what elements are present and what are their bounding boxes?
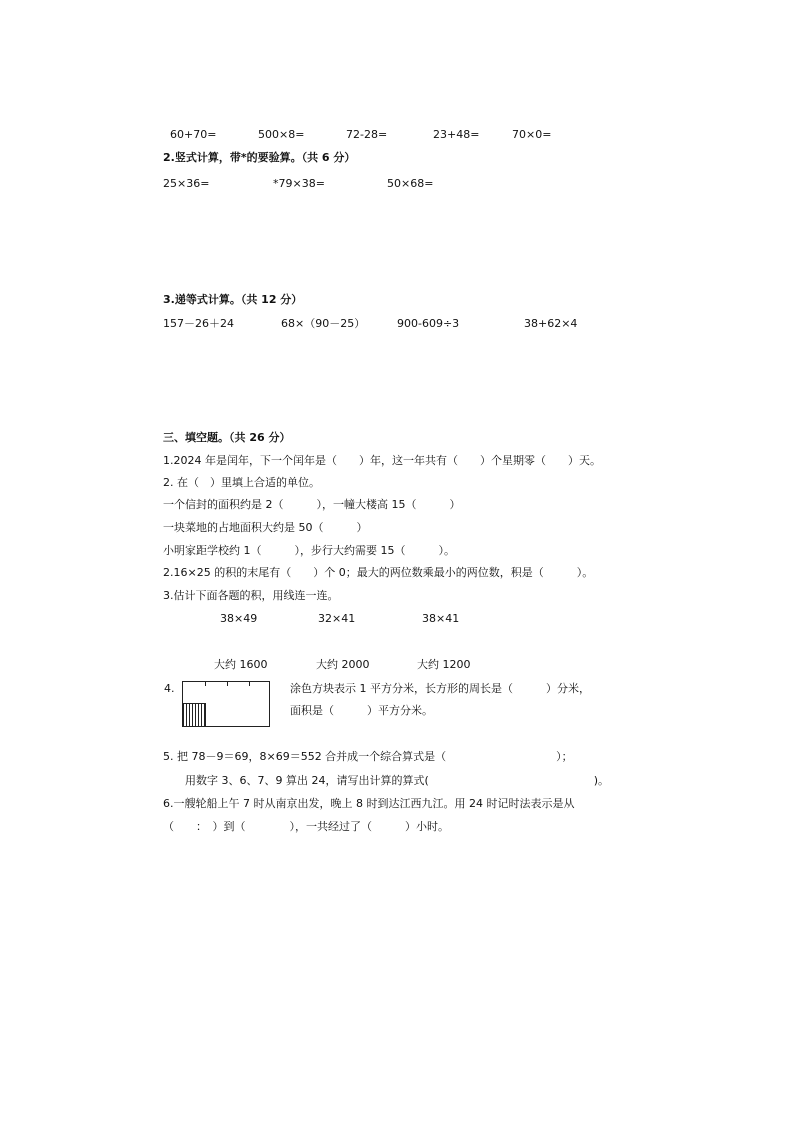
question-4b: 面积是（ ）平方分米。 — [290, 704, 433, 717]
rectangle-figure — [182, 681, 270, 727]
calc-item: *79×38= — [273, 177, 325, 190]
question-4-number: 4. — [164, 682, 175, 695]
estimate-answer: 大约 1200 — [417, 658, 471, 671]
tick-mark — [205, 682, 206, 686]
section-fill-title: 三、填空题。（共 26 分） — [163, 431, 291, 444]
section-stepwise-calc-title: 3.递等式计算。（共 12 分） — [163, 293, 303, 306]
question-6a: 6.一艘轮船上午 7 时从南京出发，晚上 8 时到达江西九江。用 24 时记时法表示是从 — [163, 797, 575, 810]
question-3: 3.估计下面各题的积，用线连一连。 — [163, 589, 339, 602]
calc-item: 68×（90－25） — [281, 317, 366, 330]
question-2b: 一块菜地的占地面积大约是 50（ ） — [163, 521, 368, 534]
estimate-expression: 38×49 — [220, 612, 258, 625]
section-vertical-calc-title: 2.竖式计算，带*的要验算。（共 6 分） — [163, 151, 356, 164]
question-2a: 一个信封的面积约是 2（ ），一幢大楼高 15（ ） — [163, 498, 461, 511]
calc-item: 25×36= — [163, 177, 210, 190]
estimate-answer: 大约 1600 — [214, 658, 268, 671]
question-6b: （ ： ）到（ ），一共经过了（ ）小时。 — [163, 820, 449, 833]
tick-mark — [249, 682, 250, 686]
question-5b: 用数字 3、6、7、9 算出 24，请写出计算的算式( )。 — [185, 774, 610, 787]
question-4a: 涂色方块表示 1 平方分米，长方形的周长是（ ）分米， — [290, 682, 590, 695]
calc-item: 38+62×4 — [524, 317, 578, 330]
question-5a: 5. 把 78－9＝69，8×69＝552 合并成一个综合算式是（ ）； — [163, 750, 573, 763]
question-2d: 2.16×25 的积的末尾有（ ）个 0；最大的两位数乘最小的两位数，积是（ ）。 — [163, 566, 594, 579]
oral-item: 72-28= — [346, 128, 388, 141]
oral-item: 500×8= — [258, 128, 305, 141]
oral-item: 60+70= — [170, 128, 217, 141]
calc-item: 50×68= — [387, 177, 434, 190]
estimate-answer: 大约 2000 — [316, 658, 370, 671]
calc-item: 900-609÷3 — [397, 317, 460, 330]
shaded-unit-square — [183, 703, 206, 726]
estimate-expression: 32×41 — [318, 612, 356, 625]
tick-mark — [227, 682, 228, 686]
calc-item: 157－26＋24 — [163, 317, 234, 330]
estimate-expression: 38×41 — [422, 612, 460, 625]
oral-item: 23+48= — [433, 128, 480, 141]
oral-item: 70×0= — [512, 128, 552, 141]
question-2c: 小明家距学校约 1（ ），步行大约需要 15（ ）。 — [163, 544, 455, 557]
question-2: 2. 在（ ）里填上合适的单位。 — [163, 476, 320, 489]
question-1: 1.2024 年是闰年，下一个闰年是（ ）年，这一年共有（ ）个星期零（ ）天。 — [163, 454, 601, 467]
